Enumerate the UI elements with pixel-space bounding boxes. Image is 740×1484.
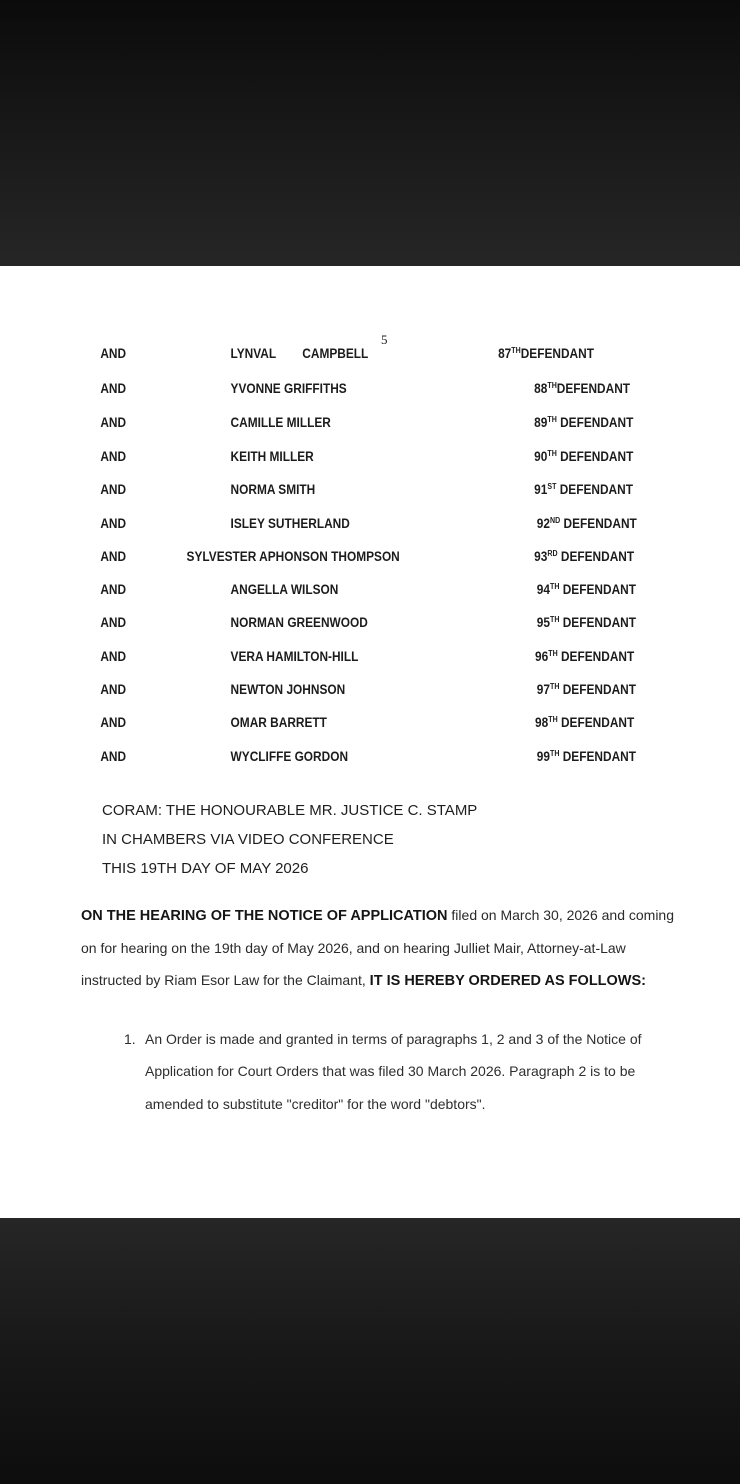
party-conjunction: AND: [100, 381, 127, 396]
party-conjunction: AND: [100, 449, 127, 464]
top-dark-band: [0, 0, 740, 266]
party-ordinal-number: 98: [535, 715, 549, 730]
document-page: [0, 266, 740, 1218]
party-role-label: DEFENDANT: [562, 582, 636, 597]
party-row: [0, 715, 651, 733]
party-ordinal-suffix: ND: [550, 516, 561, 525]
party-role: [537, 682, 636, 697]
party-ordinal-suffix: TH: [547, 449, 557, 458]
party-name: YVONNE GRIFFITHS: [230, 381, 347, 396]
party-row: [0, 615, 651, 633]
party-ordinal-number: 87: [498, 346, 512, 361]
party-conjunction: AND: [100, 415, 127, 430]
party-row: [0, 749, 651, 767]
party-conjunction: AND: [100, 346, 127, 361]
party-role: [535, 649, 634, 664]
party-row: [0, 649, 651, 667]
party-name: NORMAN GREENWOOD: [230, 615, 368, 630]
party-role: [535, 715, 634, 730]
party-conjunction: AND: [100, 749, 127, 764]
party-name: NEWTON JOHNSON: [230, 682, 346, 697]
party-role-label: DEFENDANT: [562, 749, 636, 764]
party-role-label: DEFENDANT: [560, 715, 635, 730]
hearing-heading: ON THE HEARING OF THE NOTICE OF APPLICATION: [81, 908, 448, 924]
party-role-label: DEFENDANT: [562, 615, 636, 630]
party-ordinal-suffix: TH: [548, 649, 558, 658]
party-ordinal-suffix: TH: [547, 381, 557, 390]
party-role: [537, 582, 636, 597]
bottom-dark-band: [0, 1218, 740, 1484]
party-ordinal-suffix: RD: [547, 549, 558, 558]
party-ordinal-number: 94: [536, 582, 551, 597]
party-row: [0, 415, 651, 433]
party-conjunction: AND: [100, 516, 127, 531]
party-name: LYNVAL CAMPBELL: [230, 346, 369, 361]
party-role: [534, 415, 633, 430]
party-role: [534, 482, 633, 497]
hearing-line-3-start: instructed by Riam Esor Law for the Claimant,: [81, 972, 370, 988]
coram-line: CORAM: THE HONOURABLE MR. JUSTICE C. STAMP: [102, 802, 478, 819]
party-name: SYLVESTER APHONSON THOMPSON: [186, 549, 400, 564]
party-conjunction: AND: [100, 482, 127, 497]
party-name: VERA HAMILTON-HILL: [230, 649, 359, 664]
party-row: [0, 449, 651, 467]
party-ordinal-number: 96: [535, 649, 549, 664]
party-ordinal-suffix: TH: [550, 682, 560, 691]
party-name: ISLEY SUTHERLAND: [230, 516, 350, 531]
hearing-line-1-rest: filed on March 30, 2026 and coming: [447, 907, 675, 923]
party-role-label: DEFENDANT: [560, 449, 634, 464]
party-conjunction: AND: [100, 615, 127, 630]
order-number: 1.: [124, 1031, 136, 1047]
order-line-3: amended to substitute "creditor" for the word "debtors".: [145, 1096, 486, 1112]
party-row: [0, 682, 651, 700]
party-ordinal-suffix: TH: [511, 346, 521, 355]
party-conjunction: AND: [100, 649, 127, 664]
party-role-label: DEFENDANT: [563, 516, 637, 531]
hearing-paragraph-line-2: on for hearing on the 19th day of May 2026, and on hearing Julliet Mair, Attorney-at-Law: [81, 940, 626, 956]
party-conjunction: AND: [100, 582, 127, 597]
party-ordinal-number: 97: [536, 682, 551, 697]
party-name: WYCLIFFE GORDON: [230, 749, 349, 764]
party-row: [0, 346, 651, 364]
party-role-label: DEFENDANT: [560, 649, 635, 664]
party-role-label: DEFENDANT: [520, 346, 594, 361]
party-ordinal-suffix: TH: [550, 615, 560, 624]
party-role-label: DEFENDANT: [560, 549, 635, 564]
party-name: ANGELLA WILSON: [230, 582, 339, 597]
party-role: [537, 615, 636, 630]
party-ordinal-number: 93: [534, 549, 548, 564]
party-role-label: DEFENDANT: [560, 415, 634, 430]
party-conjunction: AND: [100, 549, 127, 564]
party-ordinal-number: 88: [534, 381, 548, 396]
party-role: [534, 449, 633, 464]
party-role: [534, 549, 634, 564]
party-role-label: DEFENDANT: [562, 682, 636, 697]
date-line: THIS 19TH DAY OF MAY 2026: [102, 860, 309, 877]
party-ordinal-suffix: TH: [548, 715, 558, 724]
party-name: CAMILLE MILLER: [230, 415, 331, 430]
order-line-1: An Order is made and granted in terms of paragraphs 1, 2 and 3 of the Notice of: [145, 1031, 642, 1047]
order-line-2: Application for Court Orders that was filed 30 March 2026. Paragraph 2 is to be: [145, 1063, 636, 1079]
party-ordinal-number: 92: [536, 516, 551, 531]
party-ordinal-number: 90: [534, 449, 548, 464]
party-role-label: DEFENDANT: [556, 381, 631, 396]
party-ordinal-number: 89: [534, 415, 548, 430]
party-ordinal-suffix: ST: [547, 482, 557, 491]
party-ordinal-suffix: TH: [550, 582, 560, 591]
party-row: [0, 549, 651, 567]
party-row: [0, 516, 651, 534]
party-conjunction: AND: [100, 715, 127, 730]
party-role: [534, 381, 630, 396]
party-name: OMAR BARRETT: [230, 715, 327, 730]
hearing-paragraph-line-3: [81, 972, 646, 989]
hearing-paragraph-line-1: [81, 907, 674, 924]
page-number: 5: [381, 332, 388, 347]
party-row: [0, 582, 651, 600]
party-conjunction: AND: [100, 682, 127, 697]
party-ordinal-suffix: TH: [550, 749, 560, 758]
chambers-line: IN CHAMBERS VIA VIDEO CONFERENCE: [102, 831, 394, 848]
party-row: [0, 381, 651, 399]
party-role: [537, 749, 636, 764]
party-ordinal-number: 95: [536, 615, 551, 630]
ordered-heading: IT IS HEREBY ORDERED AS FOLLOWS:: [369, 973, 646, 989]
party-name: KEITH MILLER: [230, 449, 314, 464]
party-name: NORMA SMITH: [230, 482, 316, 497]
party-ordinal-number: 99: [536, 749, 551, 764]
party-ordinal-number: 91: [534, 482, 548, 497]
party-role-label: DEFENDANT: [559, 482, 633, 497]
party-row: [0, 482, 651, 500]
party-role: [537, 516, 637, 531]
party-ordinal-suffix: TH: [547, 415, 557, 424]
party-role: [498, 346, 594, 361]
